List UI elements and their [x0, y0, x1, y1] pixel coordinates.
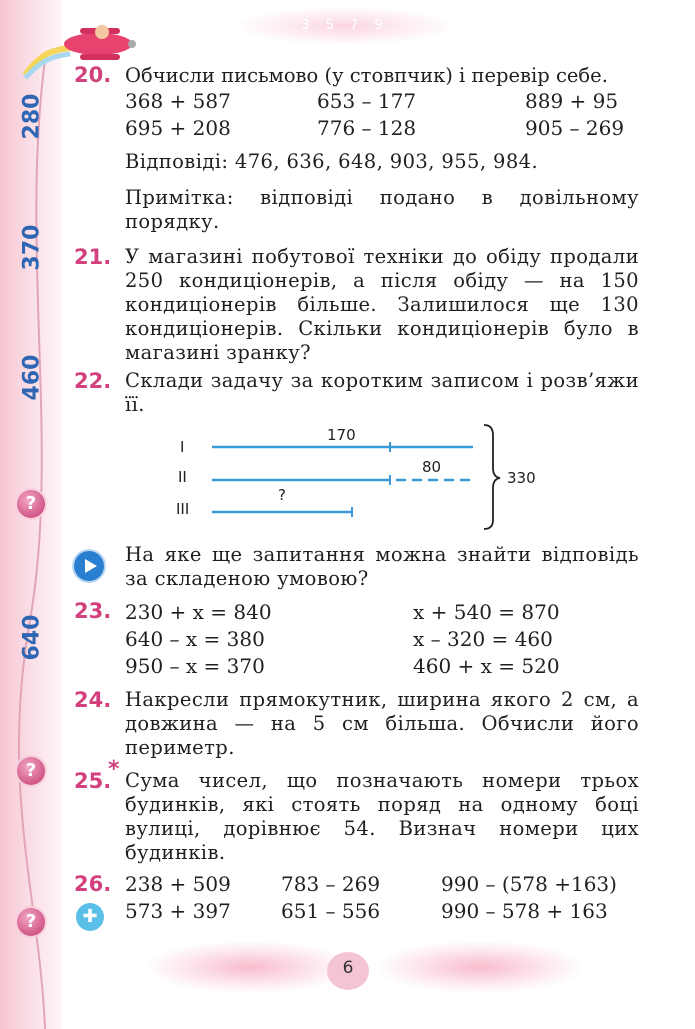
- expression: 653 – 177: [317, 89, 417, 113]
- label-80: 80: [422, 458, 442, 476]
- expression: 776 – 128: [317, 116, 417, 140]
- label-170: 170: [327, 426, 356, 444]
- footer-decoration-right: [380, 942, 580, 992]
- equation: x – 320 = 460: [413, 627, 553, 651]
- expression: 368 + 587: [125, 89, 231, 113]
- task-22-extra-question: На яке ще запитання можна знайти відповідь за складеною умовою?: [125, 543, 639, 590]
- margin-number: 370: [19, 224, 45, 271]
- label-total: 330: [507, 469, 536, 487]
- expression: 783 – 269: [281, 872, 381, 896]
- question-mark-icon: ?: [17, 908, 45, 936]
- puzzle-icon: ✚: [76, 903, 104, 931]
- expression: 695 + 208: [125, 116, 231, 140]
- equation: 460 + x = 520: [413, 654, 560, 678]
- task-number-25: 25.: [74, 769, 112, 793]
- brace: [484, 425, 500, 529]
- page-number: 6: [342, 958, 354, 978]
- row-label-1: I: [180, 438, 185, 456]
- margin-number: 460: [19, 354, 45, 401]
- equation: 640 – x = 380: [125, 627, 265, 651]
- task-number-26: 26.: [74, 872, 112, 896]
- play-icon: [74, 551, 104, 581]
- expression: 573 + 397: [125, 899, 231, 923]
- expression: 238 + 509: [125, 872, 231, 896]
- label-question: ?: [278, 486, 286, 504]
- expression: 990 – (578 +163): [441, 872, 617, 896]
- equation: x + 540 = 870: [413, 600, 560, 624]
- task-20-text: Обчисли письмово (у стовпчик) і перевір себе.: [125, 64, 608, 87]
- expression: 651 – 556: [281, 899, 381, 923]
- expression: 990 – 578 + 163: [441, 899, 608, 923]
- task-25-text: Сума чисел, що позначають номери трьох будинків, які стоять поряд на одному боці вулиці, дорівнює 54. Визнач номери цих будинків.: [125, 769, 639, 864]
- footer-decoration-left: [150, 942, 350, 992]
- task-number-24: 24.: [74, 688, 112, 712]
- row-label-2: II: [178, 468, 187, 486]
- task-number-21: 21.: [74, 245, 112, 269]
- header-number-decoration: 3 5 7 9: [240, 8, 450, 44]
- row-label-3: III: [176, 500, 190, 518]
- task-24-text: Накресли прямокутник, ширина якого 2 см, а довжина — на 5 см більша. Обчисли його периметр.: [125, 688, 639, 759]
- question-mark-icon: ?: [17, 757, 45, 785]
- segment-diagram: [160, 420, 560, 530]
- question-mark-icon: ?: [17, 490, 45, 518]
- task-number-20: 20.: [74, 63, 112, 87]
- task-20-answers: Відповіді: 476, 636, 648, 903, 955, 984.: [125, 150, 539, 173]
- margin-number: 280: [19, 93, 45, 140]
- task-20-note: Примітка: відповіді подано в довільному порядку.: [125, 186, 639, 233]
- equation: 230 + x = 840: [125, 600, 272, 624]
- task-number-22: 22.: [74, 369, 112, 393]
- task-21-text: У магазині побутової техніки до обіду продали 250 кондиціонерів, а після обіду — на 150 кондиціонерів більше. Залишилося ще 130 кондиціонерів. Скільки кондиціонерів було в магазині зранку?: [125, 245, 639, 364]
- margin-number: 640: [19, 614, 45, 661]
- equation: 950 – x = 370: [125, 654, 265, 678]
- expression: 905 – 269: [525, 116, 625, 140]
- task-number-23: 23.: [74, 599, 112, 623]
- challenge-star: *: [108, 757, 120, 782]
- expression: 889 + 95: [525, 89, 619, 113]
- task-22-text: Склади задачу за коротким записом і розв’яжи її.: [125, 369, 639, 416]
